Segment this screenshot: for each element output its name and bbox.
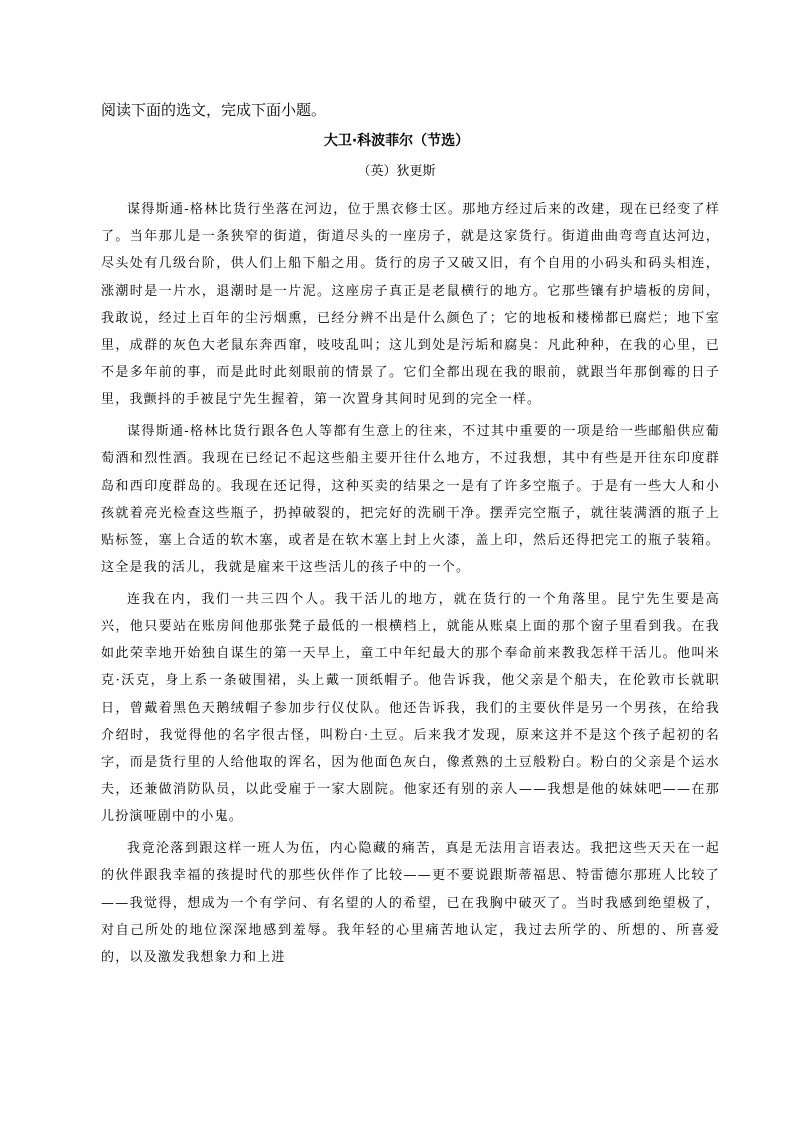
paragraph-1: 谋得斯通-格林比货行坐落在河边，位于黑衣修士区。那地方经过后来的改建，现在已经变了样了。当年那儿是一条狭窄的街道，街道尽头的一座房子，就是这家货行。街道曲曲弯弯直达河边，尽头处有几级台阶，供人们上船下船之用。货行的房子又破又旧，有个自用的小码头和码头相连，涨潮时是一片水，退潮时是一片泥。这座房子真正是老鼠横行的地方。它那些镶有护墙板的房间，我敢说，经过上百年的尘污烟熏，已经分辨不出是什么颜色了；它的地板和楼梯都已腐烂；地下室里，成群的灰色大老鼠东奔西窜，吱吱乱叫；这儿到处是污垢和腐臭：凡此种种，在我的心里，已不是多年前的事，而是此时此刻眼前的情景了。它们全都出现在我的眼前，就跟当年那倒霉的日子里，我颤抖的手被昆宁先生握着，第一次置身其间时见到的完全一样。: [101, 202, 720, 408]
paragraph-2: 谋得斯通-格林比货行跟各色人等都有生意上的往来，不过其中重要的一项是给一些邮船供应葡萄酒和烈性酒。我现在已经记不起这些船主要开往什么地方，不过我想，其中有些是开往东印度群岛和西印度群岛的。我现在还记得，这种买卖的结果之一是有了许多空瓶子。于是有一些大人和小孩就着亮光检查这些瓶子，扔掉破裂的，把完好的洗刷干净。摆弄完空瓶子，就往装满酒的瓶子上贴标签，塞上合适的软木塞，或者是在软木塞上封上火漆，盖上印，然后还得把完工的瓶子装箱。这全是我的活儿，我就是雇来干这些活儿的孩子中的一个。: [101, 424, 720, 576]
passage-body: [101, 196, 720, 971]
paragraph-3: 连我在内，我们一共三四个人。我干活儿的地方，就在货行的一个角落里。昆宁先生要是高兴，他只要站在账房间他那张凳子最低的一根横档上，就能从账桌上面的那个窗子里看到我。在我如此荣幸地开始独自谋生的第一天早上，童工中年纪最大的那个奉命前来教我怎样干活儿。他叫米克·沃克，身上系一条破围裙，头上戴一顶纸帽子。他告诉我，他父亲是个船夫，在伦敦市长就职日，曾戴着黑色天鹅绒帽子参加步行仪仗队。他还告诉我，我们的主要伙伴是另一个男孩，在给我介绍时，我觉得他的名字很古怪，叫粉白·土豆。后来我才发现，原来这并不是这个孩子起初的名字，而是货行里的人给他取的诨名，因为他面色灰白，像煮熟的土豆般粉白。粉白的父亲是个运水夫，还兼做消防队员，以此受雇于一家大剧院。他家还有别的亲人——我想是他的妹妹吧——在那儿扮演哑剧中的小鬼。: [101, 591, 720, 825]
passage-author: （英）狄更斯: [357, 164, 436, 179]
paragraph-4: 我竟沦落到跟这样一班人为伍，内心隐藏的痛苦，真是无法用言语表达。我把这些天天在一起的伙伴跟我幸福的孩提时代的那些伙伴作了比较——更不要说跟斯蒂福思、特雷德尔那班人比较了——我觉得，想成为一个有学问、有名望的人的希望，已在我胸中破灭了。当时我感到绝望极了，对自己所处的地位深深地感到羞辱。我年轻的心里痛苦地认定，我过去所学的、所想的、所喜爱的，以及激发我想象力和上进: [101, 841, 720, 965]
passage-title: 大卫·科波菲尔（节选）: [323, 133, 470, 149]
reading-instruction: 阅读下面的选文，完成下面小题。: [101, 101, 327, 119]
